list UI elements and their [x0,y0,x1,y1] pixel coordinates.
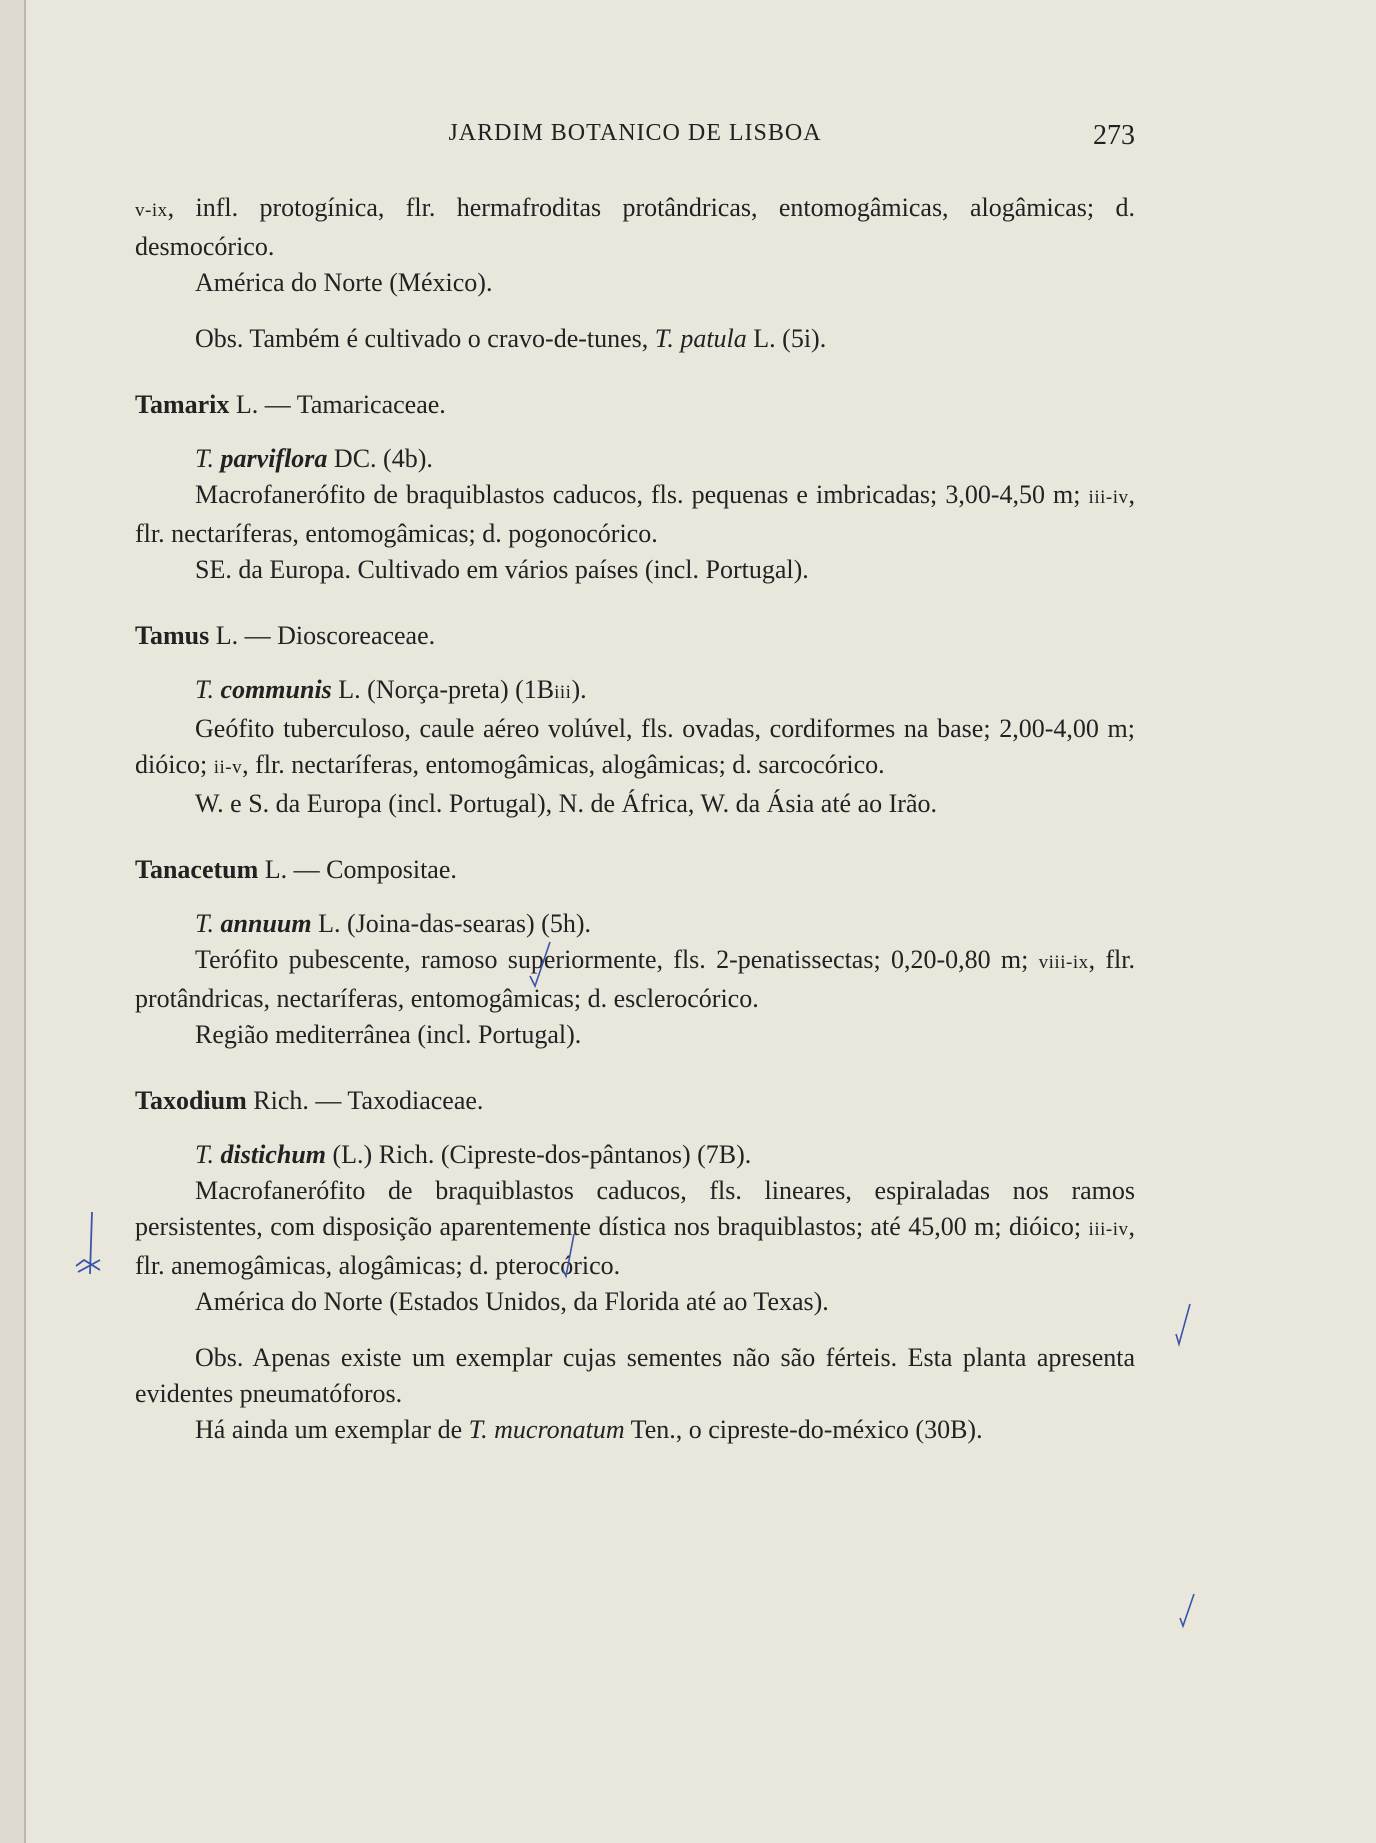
page-number: 273 [1093,120,1135,151]
pencil-checkmark-icon [560,1230,580,1280]
genus-heading-tamarix: Tamarix L. — Tamaricaceae. [135,390,446,419]
genus-heading-taxodium: Taxodium Rich. — Taxodiaceae. [135,1086,484,1115]
running-head [135,120,1135,156]
tamus-distribution: W. e S. da Europa (incl. Portugal), N. de África, W. da Ásia até ao Irão. [195,789,937,818]
tagetes-distribution: América do Norte (México). [195,268,493,297]
tamarix-description: Macrofanerófito de braquiblastos caducos, fls. pequenas e imbricadas; 3,00-4,50 m; iii-iv, flr. nectaríferas, entomogâmicas; d. pogonocórico. [135,480,1135,548]
tamarix-distribution: SE. da Europa. Cultivado em vários países (incl. Portugal). [195,555,809,584]
pencil-checkmark-icon [1176,1590,1200,1630]
page-binding-edge [24,0,26,1843]
running-title: JARDIM BOTANICO DE LISBOA [448,120,822,146]
species-heading-tamus: T. communis L. (Norça-preta) (1Biii). [195,675,587,704]
taxodium-observation: Obs. Apenas existe um exemplar cujas sementes não são férteis. Esta planta apresenta evidentes pneumatóforos. [135,1343,1135,1408]
tagetes-observation: Obs. Também é cultivado o cravo-de-tunes, T. patula L. (5i). [195,324,827,353]
taxodium-distribution: América do Norte (Estados Unidos, da Florida até ao Texas). [195,1287,829,1316]
taxodium-description: Macrofanerófito de braquiblastos caducos, fls. lineares, espiraladas nos ramos persistentes, com disposição aparentemente dística nos braquiblastos; até 45,00 m; dióico; iii-iv, flr. anemogâmicas, alogâmicas; d. pterocórico. [135,1176,1135,1280]
pencil-cross-mark-icon [70,1210,110,1280]
tamus-description: Geófito tuberculoso, caule aéreo volúvel, fls. ovadas, cordiformes na base; 2,00-4,00 m; dióico; ii-v, flr. nectaríferas, entomogâmicas, alogâmicas; d. sarcocórico. [135,714,1135,779]
pencil-checkmark-icon [1172,1300,1196,1350]
pencil-checkmark-icon [526,940,556,990]
tanacetum-description: Terófito pubescente, ramoso superiormente, fls. 2-penatissectas; 0,20-0,80 m; viii-ix, flr. protândricas, nectaríferas, entomogâmicas; d. esclerocórico. [135,945,1136,1013]
tagetes-description: v-ix, infl. protogínica, flr. hermafroditas protândricas, entomogâmicas, alogâmicas; d. desmocórico. [135,193,1135,261]
taxodium-observation-extra: Há ainda um exemplar de T. mucronatum Ten., o cipreste-do-méxico (30B). [195,1415,983,1444]
species-heading-tamarix: T. parviflora DC. (4b). [195,444,433,473]
page-shadow [0,0,24,1843]
tanacetum-distribution: Região mediterrânea (incl. Portugal). [195,1020,582,1049]
species-heading-tanacetum: T. annuum L. (Joina-das-searas) (5h). [195,909,591,938]
species-heading-taxodium: T. distichum (L.) Rich. (Cipreste-dos-pântanos) (7B). [195,1140,752,1169]
genus-heading-tamus: Tamus L. — Dioscoreaceae. [135,621,436,650]
genus-heading-tanacetum: Tanacetum L. — Compositae. [135,855,457,884]
text-block [135,190,1135,1448]
